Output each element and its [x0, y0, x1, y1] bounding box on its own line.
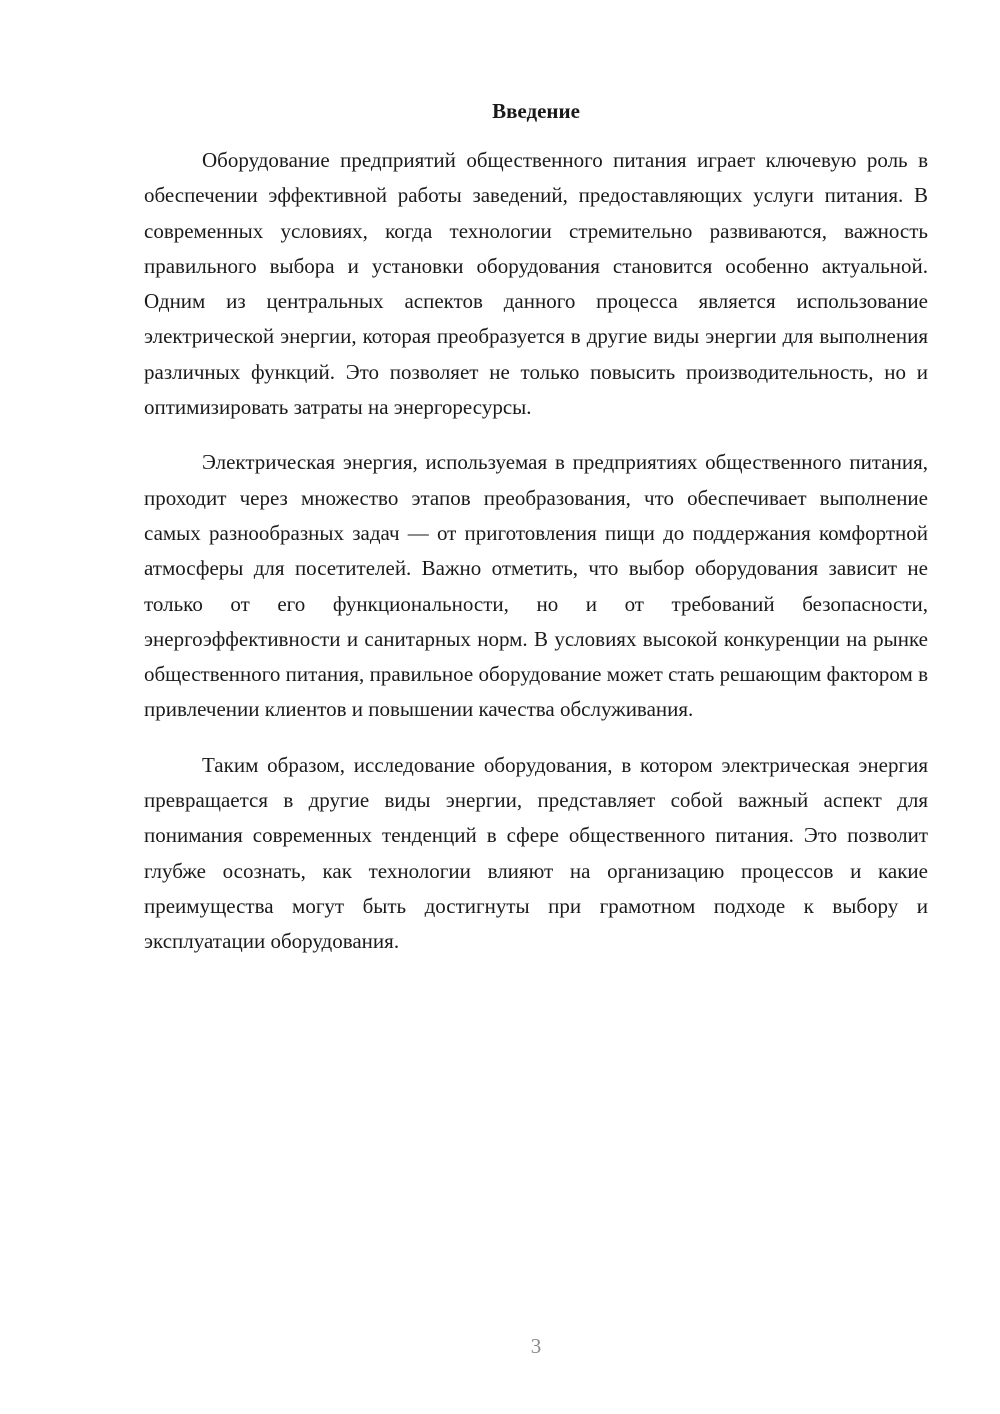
section-heading: Введение — [492, 99, 580, 123]
body-text — [144, 143, 928, 980]
paragraph-3: Таким образом, исследование оборудования, в котором электрическая энергия превращается в другие виды энергии, представляет собой важный аспект для понимания современных тенденций в сфере общественного питания. Это позволит глубже осознать, как технологии влияют на организацию процессов и какие преимущества могут быть достигнуты при грамотном подходе к выбору и эксплуатации оборудования. — [144, 752, 928, 954]
paragraph-1: Оборудование предприятий общественного питания играет ключевую роль в обеспечении эффективной работы заведений, предоставляющих услуги питания. В современных условиях, когда технологии стремительно развиваются, важность правильного выбора и установки оборудования становится особенно актуальной. Одним из центральных аспектов данного процесса является использование электрической энергии, которая преобразуется в другие виды энергии для выполнения различных функций. Это позволяет не только повысить производительность, но и оптимизировать затраты на энергоресурсы. — [144, 148, 928, 420]
page-number: 3 — [530, 1334, 542, 1358]
paragraph-2: Электрическая энергия, используемая в предприятиях общественного питания, проходит через множество этапов преобразования, что обеспечивает выполнение самых разнообразных задач — от приготовления пищи до поддержания комфортной атмосферы для посетителей. Важно отметить, что выбор оборудования зависит не только от его функциональности, но и от требований безопасности, энергоэффективности и санитарных норм. В условиях высокой конкуренции на рынке общественного питания, правильное оборудование может стать решающим фактором в привлечении клиентов и повышении качества обслуживания. — [144, 450, 928, 722]
